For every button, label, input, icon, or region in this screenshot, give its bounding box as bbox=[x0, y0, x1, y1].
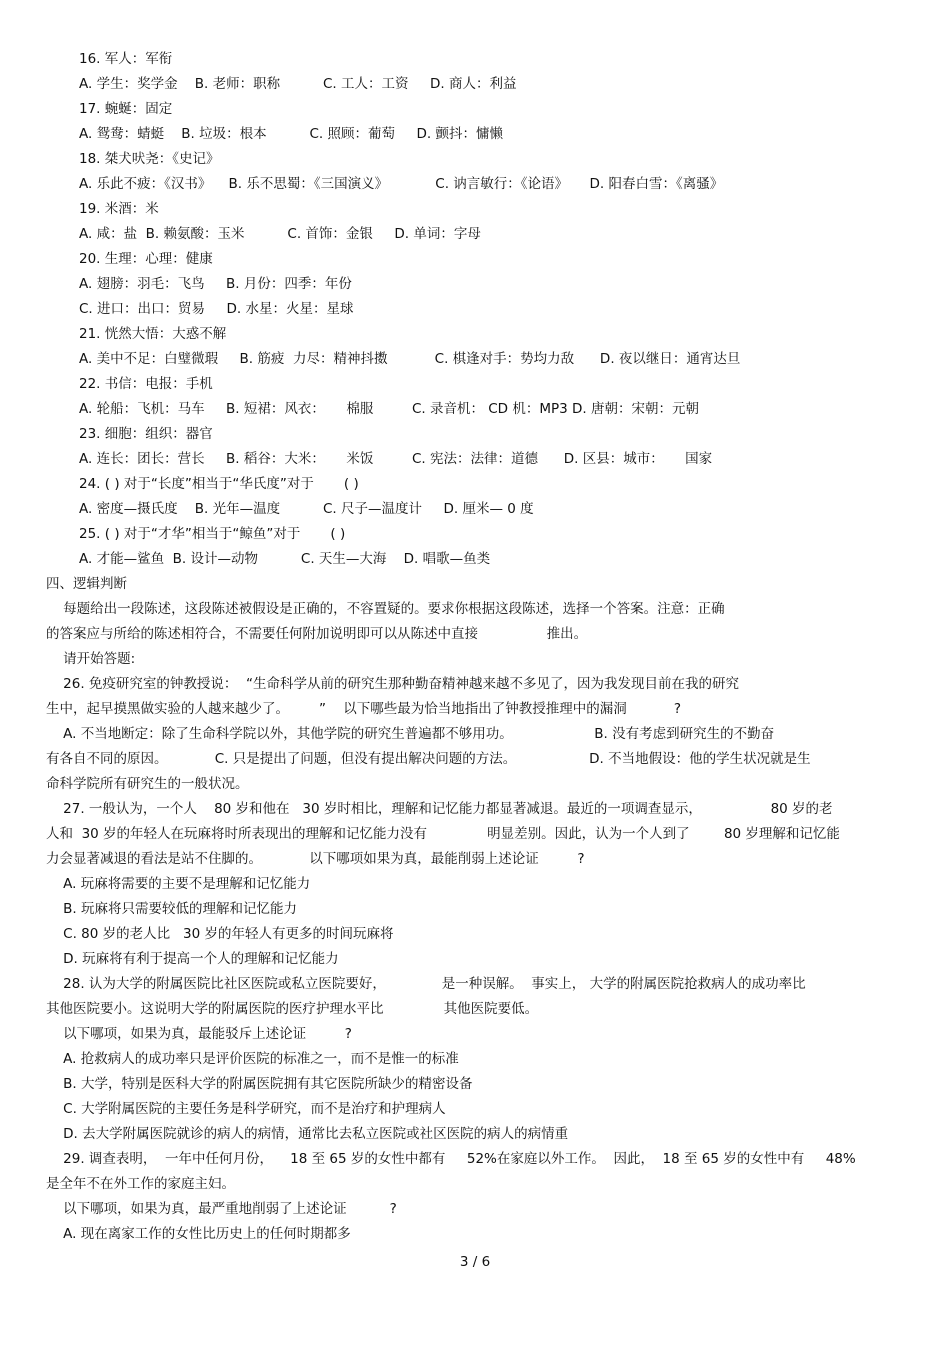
question-27-stem-3: 力会显著减退的看法是站不住脚的。 以下哪项如果为真，最能削弱上述论证 ? bbox=[46, 851, 585, 867]
question-20-options-cd: C. 进口：出口：贸易 D. 水星：火星：星球 bbox=[79, 301, 354, 317]
instructions-line-1: 每题给出一段陈述，这段陈述被假设是正确的，不容置疑的。要求你根据这段陈述，选择一个答案。注意：正确 bbox=[46, 601, 725, 617]
question-16-options: A. 学生：奖学金 B. 老师：职称 C. 工人：工资 D. 商人：利益 bbox=[79, 76, 517, 92]
question-26-options-3: 命科学院所有研究生的一般状况。 bbox=[46, 776, 249, 792]
question-27-option-d: D. 玩麻将有利于提高一个人的理解和记忆能力 bbox=[46, 951, 339, 967]
question-27-stem-1: 27. 一般认为，一个人 80 岁和他在 30 岁时相比，理解和记忆能力都显著减退。最近的一项调查显示， 80 岁的老 bbox=[46, 801, 833, 817]
question-26-stem-1: 26. 免疫研究室的钟教授说： “生命科学从前的研究生那种勤奋精神越来越不多见了，因为我发现目前在我的研究 bbox=[46, 676, 740, 692]
question-26-options-1: A. 不当地断定：除了生命科学院以外，其他学院的研究生普遍都不够用功。 B. 没有考虑到研究生的不勤奋 bbox=[46, 726, 775, 742]
question-29-stem-2: 是全年不在外工作的家庭主妇。 bbox=[46, 1176, 235, 1192]
instructions-line-2: 的答案应与所给的陈述相符合，不需要任何附加说明即可以从陈述中直接 推出。 bbox=[46, 626, 588, 642]
question-26-options-2: 有各自不同的原因。 C. 只是提出了问题，但没有提出解决问题的方法。 D. 不当地假设：他的学生状况就是生 bbox=[46, 751, 811, 767]
question-29-option-a: A. 现在离家工作的女性比历史上的任何时期都多 bbox=[46, 1226, 351, 1242]
question-27-option-c: C. 80 岁的老人比 30 岁的年轻人有更多的时间玩麻将 bbox=[46, 926, 394, 942]
question-22-stem: 22. 书信：电报：手机 bbox=[79, 376, 213, 392]
question-29-stem-1: 29. 调查表明， 一年中任何月份， 18 至 65 岁的女性中都有 52%在家庭以外工作。 因此， 18 至 65 岁的女性中有 48% bbox=[46, 1151, 856, 1167]
question-18-options: A. 乐此不疲：《汉书》 B. 乐不思蜀：《三国演义》 C. 讷言敏行：《论语》 D. 阳春白雪：《离骚》 bbox=[79, 176, 724, 192]
question-19-stem: 19. 米酒：米 bbox=[79, 201, 159, 217]
question-19-options: A. 咸：盐 B. 赖氨酸：玉米 C. 首饰：金银 D. 单词：字母 bbox=[79, 226, 481, 242]
question-27-stem-2: 人和 30 岁的年轻人在玩麻将时所表现出的理解和记忆能力没有 明显差别。因此，认为一个人到了 80 岁理解和记忆能 bbox=[46, 826, 840, 842]
question-27-option-a: A. 玩麻将需要的主要不是理解和记忆能力 bbox=[46, 876, 311, 892]
question-24-stem: 24. ( ) 对于“长度”相当于“华氏度”对于 ( ) bbox=[79, 476, 359, 492]
question-23-stem: 23. 细胞：组织：器官 bbox=[79, 426, 213, 442]
question-25-stem: 25. ( ) 对于“才华”相当于“鲸鱼”对于 ( ) bbox=[79, 526, 346, 542]
question-28-option-a: A. 抢救病人的成功率只是评价医院的标准之一，而不是惟一的标准 bbox=[46, 1051, 459, 1067]
question-27-option-b: B. 玩麻将只需要较低的理解和记忆能力 bbox=[46, 901, 298, 917]
question-20-stem: 20. 生理：心理：健康 bbox=[79, 251, 213, 267]
page-number: 3 / 6 bbox=[459, 1254, 491, 1270]
question-21-options: A. 美中不足：白璧微瑕 B. 筋疲 力尽：精神抖擞 C. 棋逢对手：势均力敌 D. 夜以继日：通宵达旦 bbox=[79, 351, 741, 367]
question-23-options: A. 连长：团长：营长 B. 稻谷：大米： 米饭 C. 宪法：法律：道德 D. 区县：城市： 国家 bbox=[79, 451, 713, 467]
question-18-stem: 18. 桀犬吠尧：《史记》 bbox=[79, 151, 220, 167]
question-17-options: A. 鸳鸯：蜻蜓 B. 垃圾：根本 C. 照顾：葡萄 D. 颤抖：慵懒 bbox=[79, 126, 503, 142]
question-28-option-d: D. 去大学附属医院就诊的病人的病情，通常比去私立医院或社区医院的病人的病情重 bbox=[46, 1126, 569, 1142]
section-heading: 四、逻辑判断 bbox=[46, 576, 127, 592]
question-29-prompt: 以下哪项，如果为真，最严重地削弱了上述论证 ? bbox=[46, 1201, 397, 1217]
question-28-prompt: 以下哪项，如果为真，最能驳斥上述论证 ? bbox=[46, 1026, 352, 1042]
question-28-stem-2: 其他医院要小。这说明大学的附属医院的医疗护理水平比 其他医院要低。 bbox=[46, 1001, 539, 1017]
begin-prompt: 请开始答题: bbox=[46, 651, 136, 667]
question-22-options: A. 轮船：飞机：马车 B. 短裙：风衣： 棉服 C. 录音机： CD 机：MP3 D. 唐朝：宋朝：元朝 bbox=[79, 401, 700, 417]
question-25-options: A. 才能—鲨鱼 B. 设计—动物 C. 天生—大海 D. 唱歌—鱼类 bbox=[79, 551, 491, 567]
question-28-stem-1: 28. 认为大学的附属医院比社区医院或私立医院要好， 是一种误解。 事实上， 大学的附属医院抢救病人的成功率比 bbox=[46, 976, 806, 992]
question-16-stem: 16. 军人：军衔 bbox=[79, 51, 173, 67]
question-28-option-b: B. 大学，特别是医科大学的附属医院拥有其它医院所缺少的精密设备 bbox=[46, 1076, 473, 1092]
question-26-stem-2: 生中，起早摸黑做实验的人越来越少了。 ” 以下哪些最为恰当地指出了钟教授推理中的漏洞 ? bbox=[46, 701, 682, 717]
question-17-stem: 17. 蜿蜒：固定 bbox=[79, 101, 173, 117]
question-24-options: A. 密度—摄氏度 B. 光年—温度 C. 尺子—温度计 D. 厘米— 0 度 bbox=[79, 501, 534, 517]
question-21-stem: 21. 恍然大悟：大惑不解 bbox=[79, 326, 227, 342]
question-28-option-c: C. 大学附属医院的主要任务是科学研究，而不是治疗和护理病人 bbox=[46, 1101, 446, 1117]
question-20-options-ab: A. 翅膀：羽毛：飞鸟 B. 月份：四季：年份 bbox=[79, 276, 352, 292]
